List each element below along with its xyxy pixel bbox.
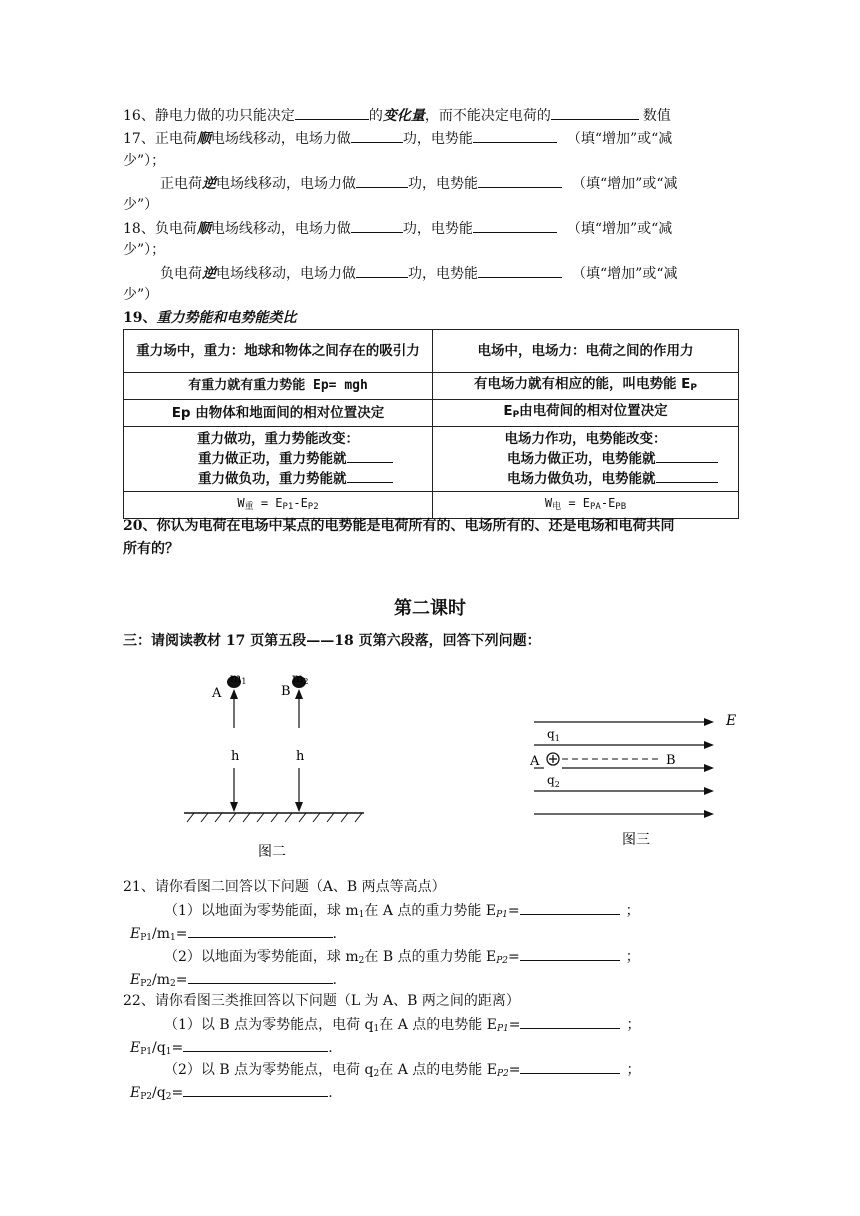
cell-text: = E bbox=[253, 496, 283, 510]
ground-hatching bbox=[187, 813, 362, 822]
cell-text: -E bbox=[293, 496, 308, 510]
q18-hint-tail: 少”）； bbox=[123, 242, 166, 258]
label-m2: m2 bbox=[292, 671, 309, 686]
q21-r1-sub: P1 bbox=[140, 933, 153, 943]
q16-blank-2[interactable] bbox=[551, 105, 639, 120]
q17-hint: （填“增加”或“减 bbox=[566, 131, 673, 147]
q21-p1-eq: = bbox=[507, 903, 520, 919]
cell-text: = E bbox=[561, 496, 590, 510]
label-q1: $q_1$ bbox=[547, 727, 560, 743]
q22-r1-eq: = bbox=[171, 1040, 184, 1056]
q17-blank-3[interactable] bbox=[356, 173, 408, 188]
cell-heading: 重力做功，重力势能改变： bbox=[197, 431, 359, 447]
q19-number: 19、 bbox=[123, 310, 157, 326]
q22-p2-eq: = bbox=[508, 1062, 521, 1078]
table-cell bbox=[124, 427, 433, 492]
q18-text-c: 功，电势能 bbox=[402, 221, 473, 237]
part-three-instruction: 三：请阅读教材 17 页第五段——18 页第六段落，回答下列问题： bbox=[123, 633, 541, 649]
table-row bbox=[124, 492, 739, 519]
table-cell bbox=[433, 373, 739, 400]
question-21-part-1 bbox=[164, 900, 640, 925]
q16-text-e: 数值 bbox=[642, 108, 671, 124]
q21-r2-sub2: 2 bbox=[170, 979, 176, 989]
q21-r2-text-b: /m bbox=[152, 972, 171, 988]
q16-blank-1[interactable] bbox=[295, 105, 369, 120]
q17-hint-tail: 少”）； bbox=[123, 153, 166, 169]
question-17-line-2 bbox=[160, 173, 677, 194]
question-19-title bbox=[123, 308, 296, 328]
q21-p1-sub: 1 bbox=[358, 910, 365, 920]
cell-line bbox=[168, 449, 428, 469]
question-22-part-1 bbox=[164, 1014, 640, 1039]
q17-text-c: 功，电势能 bbox=[402, 131, 473, 147]
cell-subscript: P bbox=[512, 410, 520, 420]
q21-p1-text-b: 在 A 点的重力势能 E bbox=[364, 903, 497, 919]
q21-r1-dot: . bbox=[332, 926, 337, 942]
question-22-ratio-2 bbox=[130, 1082, 333, 1107]
q22-blank-3[interactable] bbox=[520, 1059, 620, 1074]
q17-text-b: 电场线移动，电场力做 bbox=[210, 131, 351, 147]
figure-3-electric-field-diagram bbox=[526, 708, 756, 858]
q18-hint-2: （填“增加”或“减 bbox=[572, 266, 678, 282]
q22-blank-2[interactable] bbox=[183, 1037, 328, 1052]
q16-text-d: ，而不能决定电荷的 bbox=[424, 108, 551, 124]
question-21-ratio-1 bbox=[130, 923, 337, 948]
label-point-a: A bbox=[212, 686, 222, 701]
arrowhead-up-b bbox=[295, 689, 303, 699]
label-q2: $q_2$ bbox=[547, 773, 560, 789]
q17-text-c2: 功，电势能 bbox=[408, 176, 478, 192]
field-lines bbox=[534, 722, 712, 814]
q17-hint-tail-2: 少”） bbox=[123, 197, 159, 213]
cell-text-b: 由电荷间的相对位置决定 bbox=[519, 403, 668, 419]
q22-r1-sub: P1 bbox=[140, 1047, 153, 1057]
q19-title: 重力势能和电势能类比 bbox=[156, 310, 297, 326]
cell-line bbox=[507, 469, 734, 489]
cell-heading: 电场力作功，电势能改变： bbox=[504, 431, 667, 447]
q22-r2-sub: P2 bbox=[140, 1092, 153, 1102]
q18-direction: 顺 bbox=[196, 221, 211, 237]
question-20-line-1: 20、你认为电荷在电场中某点的电势能是电荷所有的、电场所有的、还是电场和电荷共同 bbox=[123, 518, 675, 534]
q17-text: 17、正电荷 bbox=[123, 131, 197, 147]
question-22-intro: 22、请你看图三类推回答以下问题（L 为 A、B 两之间的距离） bbox=[123, 993, 520, 1009]
q22-r2-sub2: 2 bbox=[165, 1092, 172, 1102]
q21-p1-sub2: P1 bbox=[496, 910, 508, 920]
question-22-part-2 bbox=[164, 1059, 640, 1084]
q22-p2-sub2: P2 bbox=[496, 1069, 509, 1079]
q21-blank-3[interactable] bbox=[520, 946, 620, 961]
cell-text: 重力做负功，重力势能就 bbox=[198, 471, 347, 487]
q21-p2-sub: 2 bbox=[358, 956, 365, 966]
q18-hint: （填“增加”或“减 bbox=[566, 221, 673, 237]
q22-p1-text: （1）以 B 点为零势能点，电荷 q bbox=[164, 1017, 374, 1033]
q17-direction-2: 逆 bbox=[202, 176, 216, 192]
question-17-line-1 bbox=[123, 128, 672, 149]
table-cell bbox=[433, 427, 739, 492]
q18-blank-1[interactable] bbox=[351, 218, 403, 233]
q22-p1-sub: 1 bbox=[373, 1024, 380, 1034]
label-m1: m1 bbox=[230, 671, 247, 686]
q22-p1-text-b: 在 A 点的电势能 E bbox=[379, 1017, 497, 1033]
label-point-b: B bbox=[281, 684, 291, 699]
table-row bbox=[124, 373, 739, 400]
q21-p2-eq: = bbox=[508, 949, 520, 965]
cell-subscript: 重 bbox=[244, 502, 254, 512]
cell-line bbox=[507, 449, 734, 469]
q22-r1-sub2: 1 bbox=[165, 1047, 172, 1057]
table-cell: Ep 由物体和地面间的相对位置决定 bbox=[124, 400, 433, 427]
cell-line bbox=[168, 469, 428, 489]
q22-p1-sub2: P1 bbox=[496, 1024, 509, 1034]
q22-r1-text-b: /q bbox=[152, 1040, 166, 1056]
cell-text: 有电场力就有相应的能，叫电势能 E bbox=[473, 376, 691, 392]
table-row bbox=[124, 400, 739, 427]
table-row bbox=[124, 427, 739, 492]
table-cell bbox=[433, 492, 739, 519]
section-title: 第二课时 bbox=[394, 598, 466, 619]
question-21-part-2 bbox=[164, 946, 640, 971]
q22-r1-dot: . bbox=[328, 1040, 333, 1056]
q22-p2-text: （2）以 B 点为零势能点，电荷 q bbox=[164, 1062, 374, 1078]
q21-r1-text-b: /m bbox=[152, 926, 171, 942]
label-h-a: h bbox=[231, 749, 240, 764]
q18-blank-3[interactable] bbox=[356, 263, 408, 278]
question-21-intro: 21、请你看图二回答以下问题（A、B 两点等高点） bbox=[123, 879, 446, 895]
field-arrowheads bbox=[704, 718, 714, 818]
q22-blank-4[interactable] bbox=[183, 1082, 328, 1097]
cell-text: -E bbox=[600, 496, 616, 510]
q21-r1-eq: = bbox=[175, 926, 188, 942]
label-field-e: E bbox=[726, 713, 737, 729]
cell-text: E bbox=[503, 403, 513, 419]
q18-text-b: 电场线移动，电场力做 bbox=[210, 221, 351, 237]
cell-subscript: P bbox=[690, 383, 698, 393]
q21-p2-sub2: P2 bbox=[496, 956, 509, 966]
q21-p2-text: （2）以地面为零势能面，球 m bbox=[164, 949, 359, 965]
label-point-b: B bbox=[666, 753, 676, 768]
cell-subscript: PA bbox=[590, 502, 601, 512]
q17-text-b2: 电场线移动，电场力做 bbox=[216, 176, 356, 192]
cell-text: W bbox=[544, 496, 553, 510]
q18-direction-2: 逆 bbox=[202, 266, 216, 282]
figure-2-gravity-diagram bbox=[180, 668, 380, 868]
q17-blank-2[interactable] bbox=[473, 128, 557, 143]
q18-text-b2: 电场线移动，电场力做 bbox=[216, 266, 356, 282]
q18-text: 18、负电荷 bbox=[123, 221, 197, 237]
cell-text: 重力做正功，重力势能就 bbox=[198, 451, 347, 467]
q17-text-2: 正电荷 bbox=[160, 176, 202, 192]
q21-blank-1[interactable] bbox=[520, 900, 620, 915]
cell-text: 电场力做负功，电势能就 bbox=[507, 471, 656, 487]
q22-p1-eq: = bbox=[508, 1017, 521, 1033]
q22-r2-dot: . bbox=[328, 1085, 333, 1101]
q18-blank-2[interactable] bbox=[473, 218, 557, 233]
q21-p2-text-b: 在 B 点的重力势能 E bbox=[364, 949, 497, 965]
label-h-b: h bbox=[296, 749, 305, 764]
q21-r2-sub: P2 bbox=[140, 979, 153, 989]
q17-blank-1[interactable] bbox=[351, 128, 403, 143]
q21-r2-dot: . bbox=[332, 972, 337, 988]
q22-r2-eq: = bbox=[171, 1085, 184, 1101]
cell-text: W bbox=[237, 496, 245, 510]
table-cell: 有重力就有重力势能 Ep= mgh bbox=[124, 373, 433, 400]
q21-blank-4[interactable] bbox=[188, 969, 333, 984]
q18-blank-4[interactable] bbox=[478, 263, 562, 278]
q21-blank-2[interactable] bbox=[188, 923, 333, 938]
q21-r1-text: E bbox=[130, 926, 141, 942]
q21-p1-semi: ； bbox=[625, 903, 640, 919]
table-blank[interactable] bbox=[656, 469, 718, 483]
question-18-line-1 bbox=[123, 218, 672, 239]
table-row bbox=[124, 330, 739, 373]
q22-p2-sub: 2 bbox=[373, 1069, 380, 1079]
q22-r1-text: E bbox=[130, 1040, 141, 1056]
q22-p2-text-b: 在 A 点的电势能 E bbox=[379, 1062, 497, 1078]
arrowhead-down-a bbox=[230, 802, 238, 812]
figure-2-caption: 图二 bbox=[258, 844, 286, 860]
q16-emphasis: 变化量 bbox=[382, 108, 425, 124]
table-blank[interactable] bbox=[347, 449, 393, 463]
table-cell bbox=[124, 492, 433, 519]
q16-text: 16、静电力做的功只能决定 bbox=[123, 108, 295, 124]
cell-subscript: P1 bbox=[282, 502, 294, 512]
q22-r2-text: E bbox=[130, 1085, 141, 1101]
q21-p1-text: （1）以地面为零势能面，球 m bbox=[164, 903, 359, 919]
q16-text-b: 的 bbox=[368, 108, 383, 124]
q21-r1-sub2: 1 bbox=[170, 933, 176, 943]
q22-p1-semi: ； bbox=[626, 1017, 641, 1033]
q17-blank-4[interactable] bbox=[478, 173, 562, 188]
q17-hint-2: （填“增加”或“减 bbox=[572, 176, 678, 192]
q18-text-c2: 功，电势能 bbox=[408, 266, 478, 282]
q18-text-2: 负电荷 bbox=[160, 266, 202, 282]
q18-hint-tail-2: 少”） bbox=[123, 287, 159, 303]
table-cell: 电场中，电场力：电荷之间的作用力 bbox=[433, 330, 739, 373]
table-blank[interactable] bbox=[347, 469, 393, 483]
question-20-line-2: 所有的？ bbox=[123, 541, 179, 557]
q21-r2-eq: = bbox=[175, 972, 188, 988]
q22-r2-text-b: /q bbox=[152, 1085, 166, 1101]
analogy-table bbox=[123, 329, 739, 519]
table-cell bbox=[433, 400, 739, 427]
arrowhead-up-a bbox=[230, 689, 238, 699]
q22-blank-1[interactable] bbox=[520, 1014, 620, 1029]
arrowhead-down-b bbox=[295, 802, 303, 812]
question-18-line-2 bbox=[160, 263, 677, 284]
q22-p2-semi: ； bbox=[626, 1062, 641, 1078]
q21-r2-text: E bbox=[130, 972, 141, 988]
label-point-a: A bbox=[530, 754, 540, 769]
table-cell: 重力场中，重力：地球和物体之间存在的吸引力 bbox=[124, 330, 433, 373]
cell-text: 电场力做正功，电势能就 bbox=[507, 451, 656, 467]
cell-subscript: PB bbox=[615, 502, 627, 512]
q21-p2-semi: ； bbox=[625, 949, 640, 965]
figure-3-caption: 图三 bbox=[622, 832, 650, 848]
cell-subscript: 电 bbox=[552, 502, 562, 512]
cell-subscript: P2 bbox=[307, 502, 319, 512]
q17-direction: 顺 bbox=[196, 131, 211, 147]
question-16 bbox=[123, 105, 671, 126]
table-blank[interactable] bbox=[656, 449, 718, 463]
